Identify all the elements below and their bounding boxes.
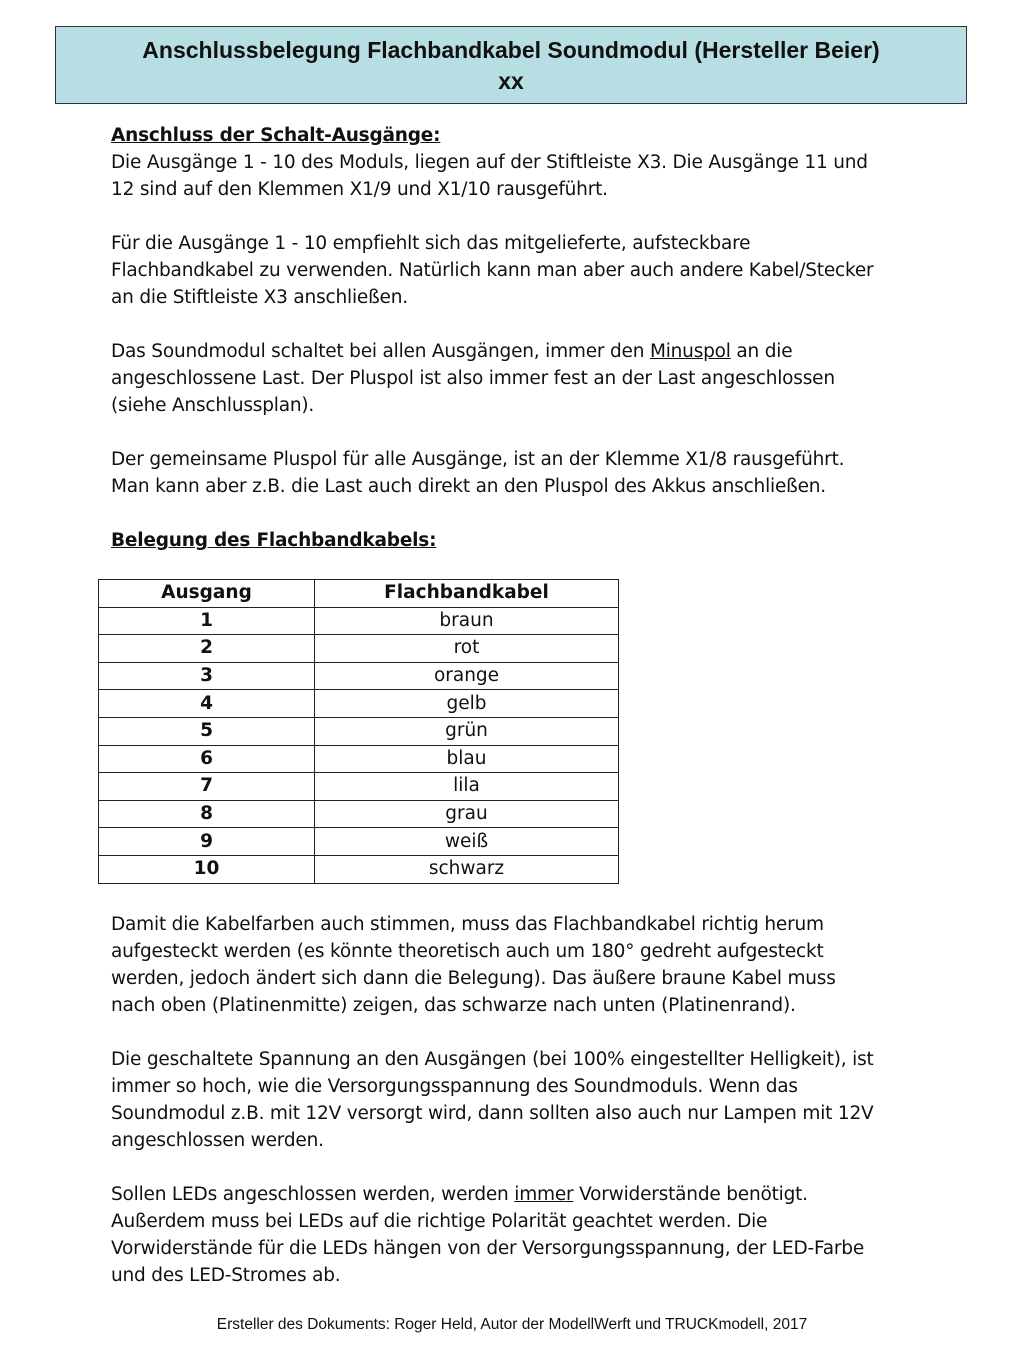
text-line: Vorwiderstände für die LEDs hängen von der Versorgungsspannung, der LED-Farbe: [111, 1238, 865, 1259]
text-line: werden, jedoch ändert sich dann die Belegung). Das äußere braune Kabel muss: [111, 968, 836, 989]
cable-color: rot: [315, 635, 619, 663]
cable-color: lila: [315, 773, 619, 801]
text-line: an die Stiftleiste X3 anschließen.: [111, 287, 408, 308]
cable-color: grün: [315, 717, 619, 745]
cable-assignment-table: [98, 579, 619, 884]
text-line: aufgesteckt werden (es könnte theoretisch auch um 180° gedreht aufgesteckt: [111, 941, 824, 962]
text-line: Die geschaltete Spannung an den Ausgängen (bei 100% eingestellter Helligkeit), ist: [111, 1049, 874, 1070]
cable-color: weiß: [315, 828, 619, 856]
text-line: (siehe Anschlussplan).: [111, 395, 315, 416]
column-header-flachbandkabel: Flachbandkabel: [315, 580, 619, 608]
output-number: 7: [99, 773, 315, 801]
cable-color: grau: [315, 800, 619, 828]
table-row: [99, 717, 619, 745]
text-line: Der gemeinsame Pluspol für alle Ausgänge, ist an der Klemme X1/8 rausgeführt.: [111, 449, 845, 470]
table-row: [99, 662, 619, 690]
text-line: Damit die Kabelfarben auch stimmen, muss das Flachbandkabel richtig herum: [111, 914, 824, 935]
output-number: 3: [99, 662, 315, 690]
output-number: 8: [99, 800, 315, 828]
title-box: [55, 26, 967, 104]
column-header-ausgang: Ausgang: [99, 580, 315, 608]
text-line: immer so hoch, wie die Versorgungsspannung des Soundmoduls. Wenn das: [111, 1076, 798, 1097]
table-row: [99, 690, 619, 718]
output-number: 6: [99, 745, 315, 773]
output-number: 10: [99, 855, 315, 883]
section-heading-cable: Belegung des Flachbandkabels:: [111, 530, 437, 551]
table-row: [99, 607, 619, 635]
text-line: Die Ausgänge 1 - 10 des Moduls, liegen auf der Stiftleiste X3. Die Ausgänge 11 und: [111, 152, 868, 173]
document-footer: Ersteller des Dokuments: Roger Held, Autor der ModellWerft und TRUCKmodell, 2017: [216, 1316, 808, 1333]
text-fragment: an die: [730, 341, 793, 362]
table-row: [99, 800, 619, 828]
text-line: Man kann aber z.B. die Last auch direkt an den Pluspol des Akkus anschließen.: [111, 476, 826, 497]
table-row: [99, 773, 619, 801]
output-number: 5: [99, 717, 315, 745]
text-fragment: Sollen LEDs angeschlossen werden, werden: [111, 1184, 515, 1205]
table-row: [99, 828, 619, 856]
cable-color: schwarz: [315, 855, 619, 883]
text-line: 12 sind auf den Klemmen X1/9 und X1/10 rausgeführt.: [111, 179, 608, 200]
text-line: angeschlossene Last. Der Pluspol ist also immer fest an der Last angeschlossen: [111, 368, 835, 389]
title-line-2: xx: [498, 68, 524, 94]
text-line: Flachbandkabel zu verwenden. Natürlich kann man aber auch andere Kabel/Stecker: [111, 260, 874, 281]
cable-color: braun: [315, 607, 619, 635]
section-heading-outputs: Anschluss der Schalt-Ausgänge:: [111, 125, 441, 146]
underlined-word-immer: immer: [514, 1184, 574, 1205]
text-fragment: Das Soundmodul schaltet bei allen Ausgängen, immer den: [111, 341, 650, 362]
text-fragment: Vorwiderstände benötigt.: [573, 1184, 808, 1205]
table-row: [99, 635, 619, 663]
text-line: angeschlossen werden.: [111, 1130, 324, 1151]
text-line: Außerdem muss bei LEDs auf die richtige Polarität geachtet werden. Die: [111, 1211, 768, 1232]
cable-color: orange: [315, 662, 619, 690]
cable-color: blau: [315, 745, 619, 773]
output-number: 9: [99, 828, 315, 856]
table-row: [99, 745, 619, 773]
text-line: und des LED-Stromes ab.: [111, 1265, 341, 1286]
text-line: [111, 338, 931, 365]
text-line: nach oben (Platinenmitte) zeigen, das schwarze nach unten (Platinenrand).: [111, 995, 796, 1016]
intro-section: [111, 122, 931, 554]
cable-color: gelb: [315, 690, 619, 718]
output-number: 1: [99, 607, 315, 635]
notes-section: [111, 911, 931, 1289]
text-line: [111, 1181, 931, 1208]
title-line-1: Anschlussbelegung Flachbandkabel Soundmodul (Hersteller Beier): [142, 37, 880, 63]
table-row: [99, 855, 619, 883]
underlined-word-minuspol: Minuspol: [649, 341, 731, 362]
output-number: 4: [99, 690, 315, 718]
table-header-row: [99, 580, 619, 608]
output-number: 2: [99, 635, 315, 663]
text-line: Soundmodul z.B. mit 12V versorgt wird, dann sollten also auch nur Lampen mit 12V: [111, 1103, 874, 1124]
text-line: Für die Ausgänge 1 - 10 empfiehlt sich das mitgelieferte, aufsteckbare: [111, 233, 751, 254]
